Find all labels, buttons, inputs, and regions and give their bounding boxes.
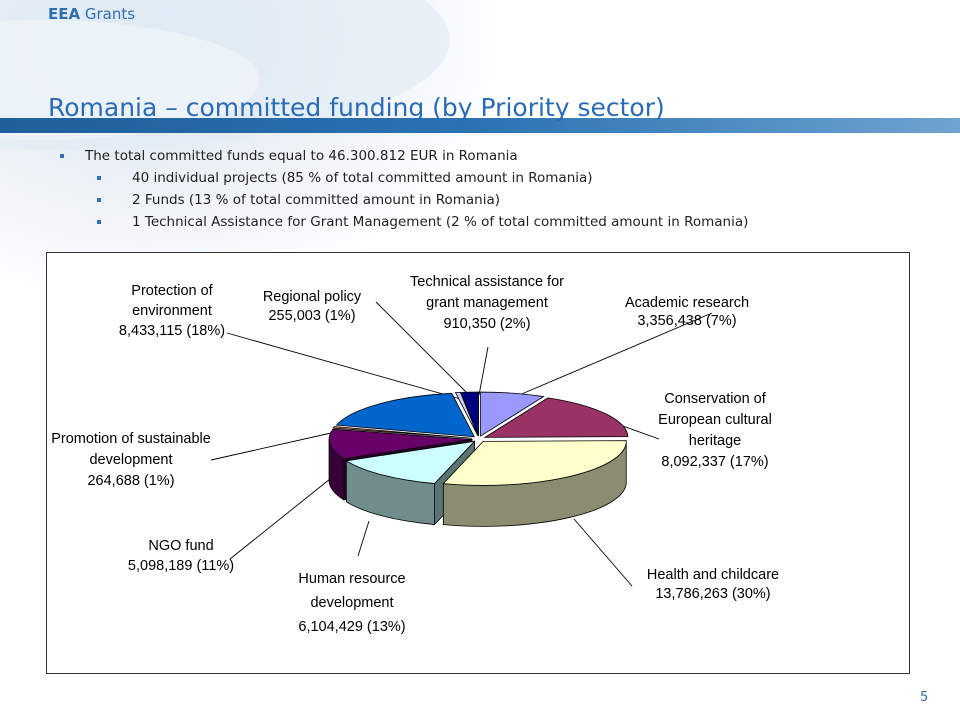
slice-label xyxy=(298,571,405,635)
slice-label-line: environment xyxy=(132,303,212,319)
slice-label-line: Academic research xyxy=(624,295,750,311)
slice-label-line: Human resource xyxy=(298,571,406,587)
slice-label-line: 13,786,263 (30%) xyxy=(655,586,771,602)
leader-line xyxy=(211,431,340,460)
bullet-marker xyxy=(97,198,101,202)
leader-line xyxy=(479,347,488,395)
slice-label xyxy=(658,391,772,470)
page-number: 5 xyxy=(920,690,929,705)
slice-label-line: Conservation of xyxy=(664,391,766,407)
slice-label xyxy=(51,431,211,489)
slice-label xyxy=(410,274,564,332)
bullet-funds: 2 Funds (13 % of total committed amount in Romania) xyxy=(60,189,940,211)
bullet-list xyxy=(60,145,940,233)
slice-label-line: European cultural xyxy=(658,412,772,428)
slice-label-line: 8,092,337 (17%) xyxy=(661,454,769,470)
slice-label xyxy=(128,538,234,574)
chart-frame xyxy=(46,252,910,674)
bullet-total-committed: The total committed funds equal to 46.300.812 EUR in Romania xyxy=(60,145,940,167)
slice-label-line: 3,356,438 (7%) xyxy=(637,313,737,329)
slice-label-line: 910,350 (2%) xyxy=(443,316,531,332)
slice-label-line: NGO fund xyxy=(148,538,214,554)
brand-logo-text: EEA Grants xyxy=(48,5,136,23)
bullet-marker xyxy=(97,220,101,224)
slice-label-line: 5,098,189 (11%) xyxy=(127,558,235,574)
pie-chart xyxy=(47,253,909,673)
bullet-individual-projects: 40 individual projects (85 % of total committed amount in Romania) xyxy=(60,167,940,189)
leader-line xyxy=(227,333,464,400)
bullet-technical-assistance: 1 Technical Assistance for Grant Management (2 % of total committed amount in Romania) xyxy=(60,211,940,233)
bullet-marker xyxy=(60,154,64,158)
slice-label-line: 6,104,429 (13%) xyxy=(298,619,406,635)
slice-label-line: Promotion of sustainable xyxy=(51,431,211,447)
slice-label-line: 255,003 (1%) xyxy=(268,308,356,324)
slice-label-line: Protection of xyxy=(131,283,213,299)
slice-label-line: Health and childcare xyxy=(646,567,780,583)
page-title: Romania – committed funding (by Priority sector) xyxy=(48,93,665,122)
slice-label-line: development xyxy=(310,595,394,611)
slice-label-line: 264,688 (1%) xyxy=(87,473,175,489)
slice-label xyxy=(647,567,779,602)
slice-label xyxy=(625,295,749,329)
slice-label-line: heritage xyxy=(688,433,742,449)
slice-label xyxy=(263,289,362,324)
slice-label-line: grant management xyxy=(426,295,548,311)
slice-label-line: Technical assistance for xyxy=(410,274,564,290)
slice-label-line: 8,433,115 (18%) xyxy=(118,323,226,339)
leader-line xyxy=(358,521,369,556)
leader-line xyxy=(574,519,632,586)
pie-tops xyxy=(329,392,628,485)
bullet-marker xyxy=(97,176,101,180)
slice-label-line: development xyxy=(89,452,173,468)
slice-label xyxy=(119,283,225,339)
slice-label-line: Regional policy xyxy=(262,289,362,305)
